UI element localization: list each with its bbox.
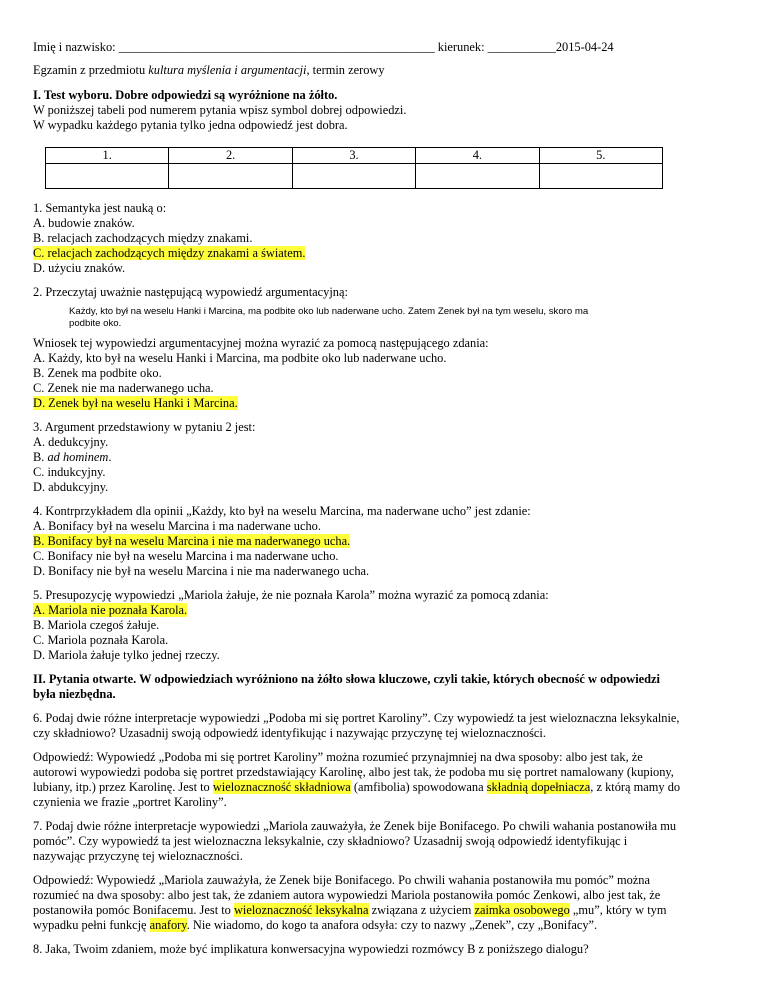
section1-instruction-2: W wypadku każdego pytania tylko jedna odpowiedź jest dobra. (33, 118, 348, 132)
q1-option-a: A. budowie znaków. (33, 216, 135, 230)
q1-option-b: B. relacjach zachodzących między znakami. (33, 231, 253, 245)
answer-cell-1[interactable] (46, 164, 169, 189)
q7-answer-line-3 (33, 903, 666, 918)
q7-answer-line-1: Odpowiedź: Wypowiedź „Mariola zauważyła, że Zenek bije Bonifacego. Po chwili wahania postanowiła mu pomóc” można (33, 873, 650, 887)
q4-option-b-correct: B. Bonifacy był na weselu Marcina i nie ma naderwanego ucha. (33, 534, 351, 548)
q5-option-a-correct: A. Mariola nie poznała Karola. (33, 603, 188, 617)
q7-line-1: 7. Podaj dwie różne interpretacje wypowiedzi „Mariola zauważyła, że Zenek bije Bonifacego. Po chwili wahania postanowiła mu (33, 819, 677, 833)
q6-answer-line-1: Odpowiedź: Wypowiedź „Podoba mi się portret Karoliny” można rozumieć przynajmniej na dwa sposoby: albo jest tak, że (33, 750, 643, 764)
exam-subject: kultura myślenia i argumentacji (148, 63, 307, 77)
q2-option-d-correct: D. Zenek był na weselu Hanki i Marcina. (33, 396, 238, 410)
dept-label: kierunek: (434, 40, 488, 54)
q6-answer-line-2: autorowi wypowiedzi podoba się portret przedstawiający Karolinę, albo jest tak, że podoba mu się portret namalowany (kupiony, (33, 765, 674, 779)
section1-instruction-1: W poniższej tabeli pod numerem pytania wpisz symbol dobrej odpowiedzi. (33, 103, 407, 117)
answer-cell-3[interactable] (292, 164, 415, 189)
q7-line-2: pomóc”. Czy wypowiedź ta jest wieloznaczna leksykalnie, czy składniowo? Uzasadnij swoją odpowiedź identyfikując i (33, 834, 628, 848)
exam-title-prefix: Egzamin z przedmiotu (33, 63, 149, 77)
section2-title-line-1: II. Pytania otwarte. W odpowiedziach wyróżniono na żółto słowa kluczowe, czyli takie, których obecność w odpowiedzi (33, 672, 660, 686)
answer-cell-2[interactable] (169, 164, 292, 189)
q6-answer-text-b: (amfibolia) spowodowana (350, 780, 487, 794)
q7-answer-line-2: rozumieć na dwa sposoby: albo jest tak, że zdaniem autora wypowiedzi Mariola postanowiła pomóc Zenkowi, albo jest tak, że (33, 888, 661, 902)
q6-answer-text-c: , z którą mamy do (590, 780, 681, 794)
answer-table-header-1: 1. (46, 148, 169, 164)
q1-option-d: D. użyciu znaków. (33, 261, 126, 275)
q3-option-d: D. abdukcyjny. (33, 480, 109, 494)
section1-title: I. Test wyboru. Dobre odpowiedzi są wyróżnione na żółto. (33, 88, 338, 102)
q8-line-1: 8. Jaka, Twoim zdaniem, może być implikatura konwersacyjna wypowiedzi rozmówcy B z poniższego dialogu? (33, 942, 589, 956)
q7-keyword-2: zaimka osobowego (474, 903, 570, 917)
q1-text: 1. Semantyka jest nauką o: (33, 201, 167, 215)
q7-keyword-1: wieloznaczność leksykalna (233, 903, 369, 917)
q7-keyword-3: anafory (149, 918, 187, 932)
q3-option-b-italic: ad hominem (47, 450, 109, 464)
q1-option-c-correct: C. relacjach zachodzących między znakami a światem. (33, 246, 306, 260)
q7-answer-text-e: . Nie wiadomo, do kogo ta anafora odsyła: czy to nazwy „Zenek”, czy „Bonifacy”. (186, 918, 598, 932)
q5-option-c: C. Mariola poznała Karola. (33, 633, 169, 647)
q7-answer-text-c: „mu”, który w tym (569, 903, 667, 917)
q5-option-d: D. Mariola żałuje tylko jednej rzeczy. (33, 648, 220, 662)
q2-option-c: C. Zenek nie ma naderwanego ucha. (33, 381, 214, 395)
exam-date: 2015-04-24 (555, 40, 614, 54)
q4-option-c: C. Bonifacy nie był na weselu Marcina i ma naderwane ucho. (33, 549, 339, 563)
q6-keyword-1: wieloznaczność składniowa (212, 780, 351, 794)
q2-text: 2. Przeczytaj uważnie następującą wypowiedź argumentacyjną: (33, 285, 348, 299)
answer-cell-4[interactable] (416, 164, 539, 189)
q6-keyword-2: składnią dopełniacza (486, 780, 591, 794)
q6-line-1: 6. Podaj dwie różne interpretacje wypowiedzi „Podoba mi się portret Karoliny”. Czy wypowiedź ta jest wieloznaczna leksykalnie, (33, 711, 680, 725)
answer-table-header-5: 5. (539, 148, 662, 164)
header-line (33, 40, 614, 55)
section2-title-line-2: była niezbędna. (33, 687, 116, 701)
answer-table-header-4: 4. (416, 148, 539, 164)
exam-title-suffix: , termin zerowy (306, 63, 385, 77)
q4-option-a: A. Bonifacy był na weselu Marcina i ma naderwane ucho. (33, 519, 321, 533)
q7-answer-text-a: postanowiła pomóc Bonifacemu. Jest to (33, 903, 234, 917)
q2-quote-line-1: Każdy, kto był na weselu Hanki i Marcina, ma podbite oko lub naderwane ucho. Zatem Zenek był na tym weselu, skoro ma (69, 306, 589, 317)
q2-followup: Wniosek tej wypowiedzi argumentacyjnej można wyrazić za pomocą następującego zdania: (33, 336, 489, 350)
q7-answer-text-b: związana z użyciem (368, 903, 475, 917)
q6-answer-line-3 (33, 780, 680, 795)
name-label: Imię i nazwisko: (33, 40, 119, 54)
q3-option-c: C. indukcyjny. (33, 465, 106, 479)
q6-answer-text-a: lubiany, itp.) przez Karolinę. Jest to (33, 780, 213, 794)
answer-table-header-3: 3. (292, 148, 415, 164)
name-blank: ___________________________________________________ (118, 40, 435, 54)
answer-cell-5[interactable] (539, 164, 662, 189)
q5-text: 5. Presupozycję wypowiedzi „Mariola żałuje, że nie poznała Karola” można wyrazić za pomocą zdania: (33, 588, 549, 602)
q5-option-b: B. Mariola czegoś żałuje. (33, 618, 160, 632)
answer-table (45, 147, 663, 189)
q2-option-b: B. Zenek ma podbite oko. (33, 366, 162, 380)
q3-text: 3. Argument przedstawiony w pytaniu 2 jest: (33, 420, 256, 434)
q6-line-2: czy składniowo? Uzasadnij swoją odpowiedź identyfikując i nazywając przyczynę tej wieloznaczności. (33, 726, 546, 740)
q3-option-b-prefix: B. (33, 450, 48, 464)
q7-line-3: nazywając przyczynę tej wieloznaczności. (33, 849, 243, 863)
q6-answer-line-4: czynienia we frazie „portret Karoliny”. (33, 795, 227, 809)
q3-option-a: A. dedukcyjny. (33, 435, 109, 449)
answer-table-header-2: 2. (169, 148, 292, 164)
exam-title (33, 63, 385, 78)
q3-option-b (33, 450, 112, 465)
q7-answer-text-d: wypadku pełni funkcję (33, 918, 150, 932)
q4-option-d: D. Bonifacy nie był na weselu Marcina i nie ma naderwanego ucha. (33, 564, 370, 578)
q7-answer-line-4 (33, 918, 597, 933)
q2-quote-line-2: podbite oko. (69, 318, 122, 329)
dept-blank: ___________ (487, 40, 556, 54)
q3-option-b-suffix: . (108, 450, 112, 464)
q4-text: 4. Kontrprzykładem dla opinii „Każdy, kto był na weselu Marcina, ma naderwane ucho” jest zdanie: (33, 504, 531, 518)
q2-option-a: A. Każdy, kto był na weselu Hanki i Marcina, ma podbite oko lub naderwane ucho. (33, 351, 447, 365)
